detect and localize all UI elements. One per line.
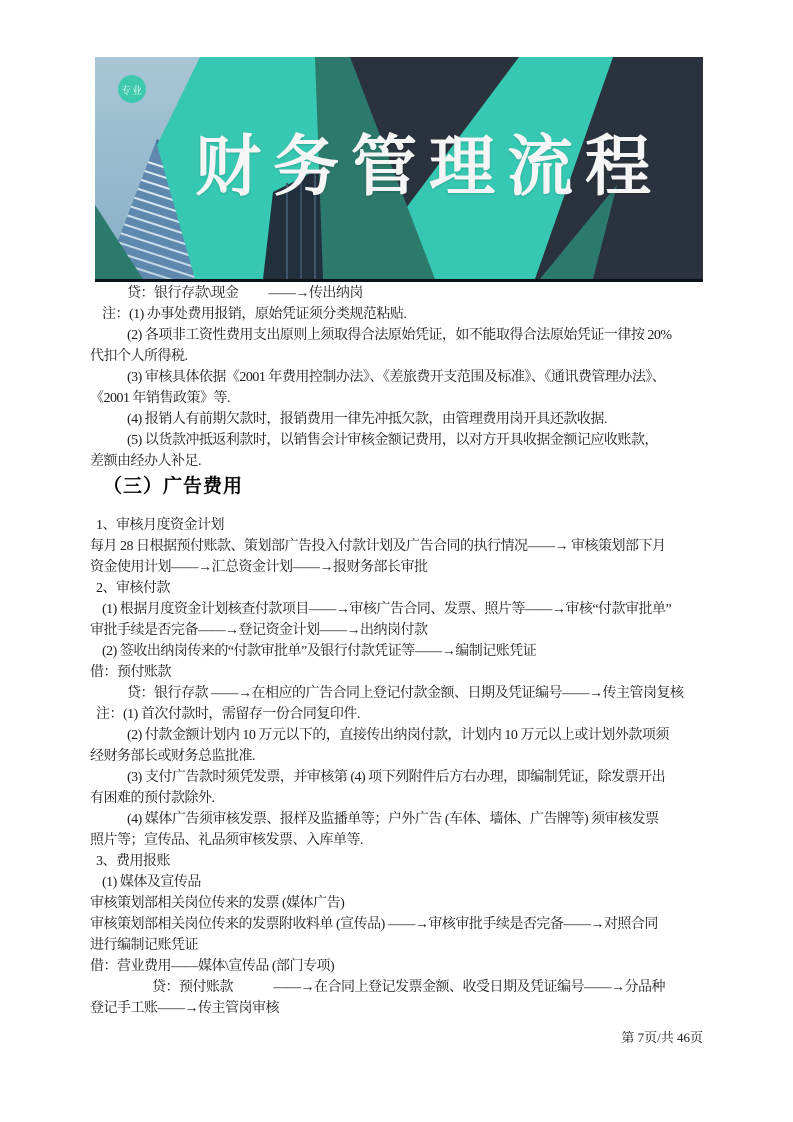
doc-line: 3、费用报账 xyxy=(96,854,170,869)
doc-line: 差额由经办人补足. xyxy=(90,454,201,469)
doc-line: 注：(1) 首次付款时，需留存一份合同复印件. xyxy=(96,707,360,722)
cover-banner xyxy=(95,57,703,282)
doc-line: (4) 报销人有前期欠款时，报销费用一律先冲抵欠款，由管理费用岗开具还款收据. xyxy=(127,412,607,427)
doc-line: 经财务部长或财务总监批准. xyxy=(90,749,255,764)
badge-label: 专业 xyxy=(121,85,143,97)
doc-line: (3) 支付广告款时须凭发票，并审核第 (4) 项下列附件后方右办理，即编制凭证，除发票开出 xyxy=(127,770,666,785)
section-heading: （三）广告费用 xyxy=(103,476,244,497)
badge xyxy=(118,75,146,103)
doc-line: 进行编制记账凭证 xyxy=(90,938,198,953)
document-body xyxy=(90,283,710,1019)
doc-line: 贷：银行存款\现金 ——→传出纳岗 xyxy=(127,286,363,301)
doc-line: 2、审核付款 xyxy=(96,581,170,596)
doc-line: 每月 28 日根据预付账款、策划部广告投入付款计划及广告合同的执行情况——→ 审核策划部下月 xyxy=(90,539,666,554)
doc-line: 代扣个人所得税. xyxy=(90,349,188,364)
doc-line: (2) 付款金额计划内 10 万元以下的，直接传出纳岗付款，计划内 10 万元以上或计划外款项须 xyxy=(127,728,669,743)
doc-line: 审核策划部相关岗位传来的发票 (媒体广告) xyxy=(90,896,345,911)
doc-line: (5) 以货款冲抵返利款时，以销售会计审核金额记费用，以对方开具收据金额记应收账款， xyxy=(127,433,658,448)
doc-line: 贷：预付账款 ——→在合同上登记发票金额、收受日期及凭证编号——→分品种 xyxy=(152,980,665,995)
doc-line: 借：预付账款 xyxy=(90,665,171,680)
doc-line: (2) 签收出纳岗传来的“付款审批单”及银行付款凭证等——→编制记账凭证 xyxy=(102,644,537,659)
doc-line: 审核策划部相关岗位传来的发票附收料单 (宣传品) ——→审核审批手续是否完备——→对照合同 xyxy=(90,917,658,932)
doc-line: (2) 各项非工资性费用支出原则上须取得合法原始凭证，如不能取得合法原始凭证一律按 20% xyxy=(127,328,672,343)
doc-line: 资金使用计划——→汇总资金计划——→报财务部长审批 xyxy=(90,560,428,575)
doc-line: 照片等；宣传品、礼品须审核发票、入库单等. xyxy=(90,833,363,848)
doc-line: (4) 媒体广告须审核发票、报样及监播单等；户外广告 (车体、墙体、广告牌等) 须审核发票 xyxy=(127,812,659,827)
banner-title: 财务管理流程 xyxy=(195,129,663,203)
doc-line: 登记手工账——→传主管岗审核 xyxy=(90,1001,279,1016)
doc-line: 借：营业费用——媒体\宣传品 (部门专项) xyxy=(90,959,335,974)
doc-line: (3) 审核具体依据《2001 年费用控制办法》、《差旅费开支范围及标准》、《通讯费管理办法》、 xyxy=(127,370,666,385)
doc-line: 有困难的预付款除外. xyxy=(90,791,215,806)
doc-line: 注：(1) 办事处费用报销，原始凭证须分类规范粘贴. xyxy=(102,307,407,322)
doc-line: 《2001 年销售政策》等. xyxy=(90,391,230,406)
doc-line: 1、审核月度资金计划 xyxy=(96,518,224,533)
doc-line: (1) 根据月度资金计划核查付款项目——→审核广告合同、发票、照片等——→审核“付款审批单” xyxy=(102,602,672,617)
doc-line: 审批手续是否完备——→登记资金计划——→出纳岗付款 xyxy=(90,623,428,638)
page-number: 第 7页/共 46页 xyxy=(621,1030,703,1045)
doc-line: 贷：银行存款 ——→在相应的广告合同上登记付款金额、日期及凭证编号——→传主管岗复核 xyxy=(127,686,684,701)
doc-line: (1) 媒体及宣传品 xyxy=(102,875,201,890)
